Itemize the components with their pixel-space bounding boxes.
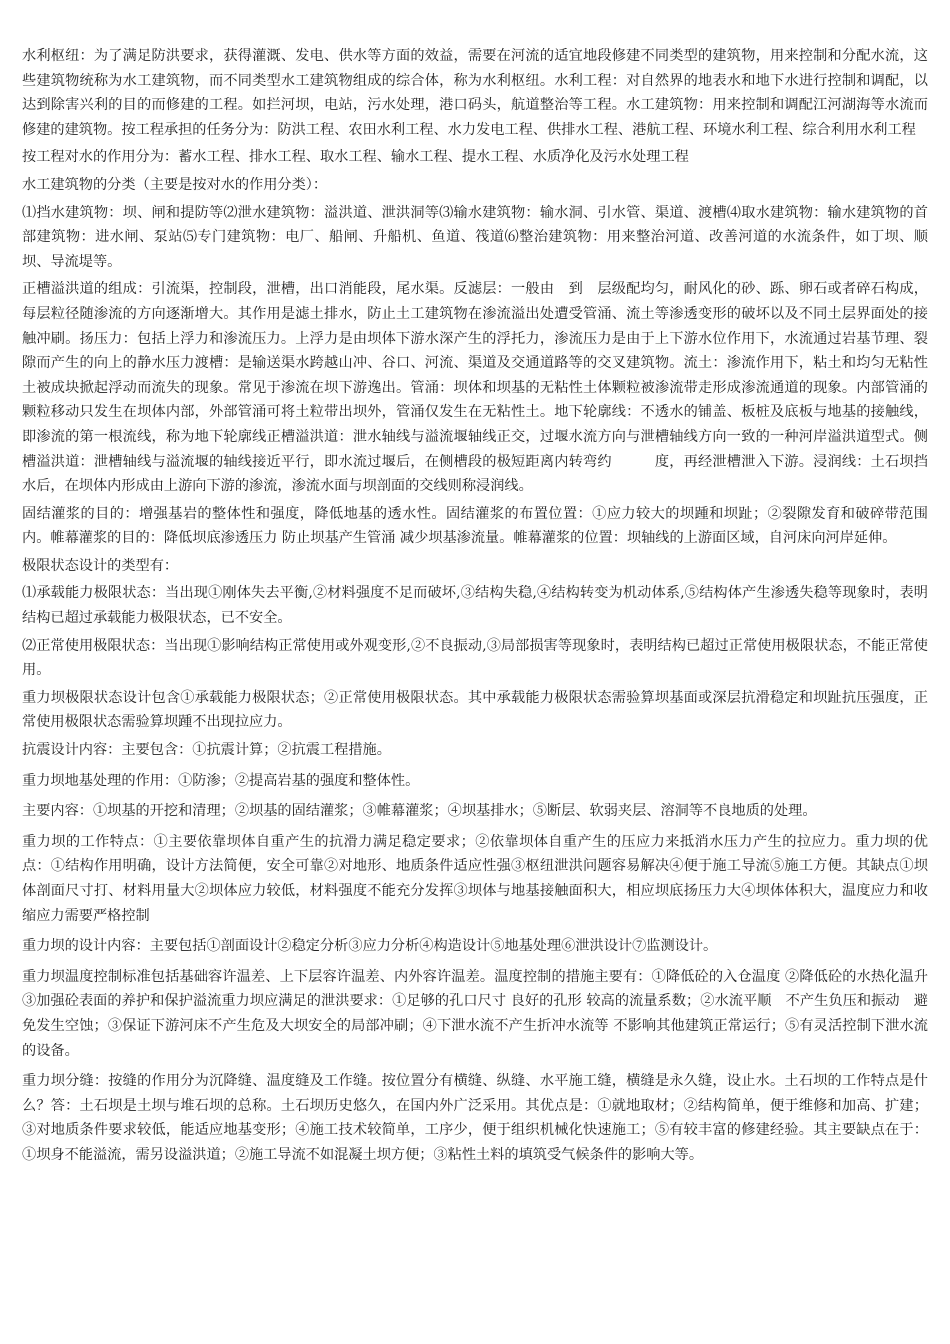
paragraph-spillway-and-seepage: 正槽溢洪道的组成：引流渠，控制段，泄槽，出口消能段，尾水渠。反滤层：一般由 到 层级配均匀，耐风化的砂、跞、卵石或者碎石构成，每层粒径随渗流的方向逐渐增大。其作用是滤土排水，防止土工建筑物在渗流溢出处遭受管涌、流土等渗透变形的破坏以及不同土层界面处的接触冲刷。扬压力：包括上浮力和渗流压力。上浮力是由坝体下游水深产生的浮托力，渗流压力是由于上下游水位作用下，水流通过岩基节理、裂隙而产生的向上的静水压力渡槽：是输送渠水跨越山冲、谷口、河流、渠道及交通道路等的交叉建筑物。流土：渗流作用下，粘土和均匀无粘性土被成块掀起浮动而流失的现象。常见于渗流在坝下游逸出。管涌：坝体和坝基的无粘性土体颗粒被渗流带走形成渗流通道的现象。内部管涌的颗粒移动只发生在坝体内部，外部管涌可将土粒带出坝外，管涌仅发生在无粘性土。地下轮廓线：不透水的铺盖、板桩及底板与地基的接触线，即渗流的第一根流线，称为地下轮廓线正槽溢洪道：泄水轴线与溢流堰轴线正交，过堰水流方向与泄槽轴线方向一致的一种河岸溢洪道型式。侧槽溢洪道：泄槽轴线与溢流堰的轴线接近平行，即水流过堰后，在侧槽段的极短距离内转弯约 度，再经泄槽泄入下游。浸润线：土石坝挡水后，在坝体内形成由上游向下游的渗流，渗流水面与坝剖面的交线则称浸润线。 <box>22 281 928 495</box>
paragraph-seismic-design: 抗震设计内容：主要包含：①抗震计算；②抗震工程措施。 <box>22 742 391 759</box>
paragraph-limit-state-heading: 极限状态设计的类型有： <box>22 557 179 574</box>
paragraph-joints-and-earth-rock-dam: 重力坝分缝：按缝的作用分为沉降缝、温度缝及工作缝。按位置分有横缝、纵缝、水平施工缝，横缝是永久缝，设止水。土石坝的工作特点是什么？答：土石坝是土坝与堆石坝的总称。土石坝历史悠久，在国内外广泛采用。其优点是：①就地取材；②结构简单，便于维修和加高、扩建；③对地质条件要求较低，能适应地基变形；④施工技术较简单，工序少，便于组织机械化快速施工；⑤有较丰富的修建经验。其主要缺点在于：①坝身不能溢流，需另设溢洪道；②施工导流不如混凝土坝方便；③粘性土料的填筑受气候条件的影响大等。 <box>22 1073 928 1163</box>
paragraph-temperature-control: 重力坝温度控制标准包括基础容许温差、上下层容许温差、内外容许温差。温度控制的措施主要有：①降低砼的入仓温度 ②降低砼的水热化温升 ③加强砼表面的养护和保护溢流重力坝应满足的泄洪要求：①足够的孔口尺寸 良好的孔形 较高的流量系数；②水流平顺 不产生负压和振动 避免发生空蚀；③保证下游河床不产生危及大坝安全的局部冲刷；④下泄水流不产生折冲水流等 不影响其他建筑正常运行；⑤有灵活控制下泄水流的设备。 <box>22 968 947 1059</box>
paragraph-structure-types: ⑴挡水建筑物：坝、闸和提防等⑵泄水建筑物：溢洪道、泄洪洞等⑶输水建筑物：输水洞、引水管、渠道、渡槽⑷取水建筑物：输水建筑物的首部建筑物：进水闸、泵站⑸专门建筑物：电厂、船闸、升船机、鱼道、筏道⑹整治建筑物：用来整治河道、改善河道的水流条件，如丁坝、顺坝、导流堤等。 <box>22 204 928 270</box>
paragraph-gravity-dam-limit-state: 重力坝极限状态设计包含①承载能力极限状态；②正常使用极限状态。其中承载能力极限状态需验算坝基面或深层抗滑稳定和坝趾抗压强度，正常使用极限状态需验算坝踵不出现拉应力。 <box>22 689 928 731</box>
paragraph-gravity-dam-characteristics: 重力坝的工作特点：①主要依靠坝体自重产生的抗滑力满足稳定要求；②依靠坝体自重产生的压应力来抵消水压力产生的拉应力。重力坝的优点：①结构作用明确，设计方法简便，安全可靠②对地形、地质条件适应性强③枢纽泄洪问题容易解决④便于施工导流⑤施工方便。其缺点①坝体剖面尺寸打、材料用量大②坝体应力较低，材料强度不能充分发挥③坝体与地基接触面积大，相应坝底扬压力大④坝体体积大，温度应力和收缩应力需要严格控制 <box>22 833 928 924</box>
paragraph-gravity-dam-design-content: 重力坝的设计内容：主要包括①剖面设计②稳定分析③应力分析④构造设计⑤地基处理⑥泄洪设计⑦监测设计。 <box>22 938 718 955</box>
paragraph-engineering-by-water-function: 按工程对水的作用分为：蓄水工程、排水工程、取水工程、输水工程、提水工程、水质净化及污水处理工程 <box>22 149 689 166</box>
document-page <box>22 44 947 1171</box>
paragraph-ultimate-limit-state: ⑴承载能力极限状态：当出现①刚体失去平衡,②材料强度不足而破坏,③结构失稳,④结构转变为机动体系,⑤结构体产生渗透失稳等现象时，表明结构已超过承载能力极限状态，已不安全。 <box>22 585 928 627</box>
paragraph-hydro-hub: 水利枢纽：为了满足防洪要求，获得灌溉、发电、供水等方面的效益，需要在河流的适宜地段修建不同类型的建筑物，用来控制和分配水流，这些建筑物统称为水工建筑物，而不同类型水工建筑物组成的综合体，称为水利枢纽。水利工程：对自然界的地表水和地下水进行控制和调配，以达到除害兴利的目的而修建的工程。如拦河坝，电站，污水处理，港口码头，航道整治等工程。水工建筑物：用来控制和调配江河湖海等水流而修建的建筑物。按工程承担的任务分为：防洪工程、农田水利工程、水力发电工程、供排水工程、港航工程、环境水利工程、综合利用水利工程 <box>22 48 928 138</box>
paragraph-foundation-treatment-content: 主要内容：①坝基的开挖和清理；②坝基的固结灌浆；③帷幕灌浆；④坝基排水；⑤断层、软弱夹层、溶洞等不良地质的处理。 <box>22 803 817 820</box>
paragraph-classification-heading: 水工建筑物的分类（主要是按对水的作用分类）： <box>22 176 328 193</box>
paragraph-foundation-treatment-purpose: 重力坝地基处理的作用：①防渗；②提高岩基的强度和整体性。 <box>22 772 420 789</box>
paragraph-grouting: 固结灌浆的目的：增强基岩的整体性和强度，降低地基的透水性。固结灌浆的布置位置：①应力较大的坝踵和坝趾；②裂隙发育和破碎带范围内。帷幕灌浆的目的：降低坝底渗透压力 防止坝基产生管涌 减少坝基渗流量。帷幕灌浆的位置：坝轴线的上游面区域，自河床向河岸延伸。 <box>22 505 928 547</box>
paragraph-serviceability-limit-state: ⑵正常使用极限状态：当出现①影响结构正常使用或外观变形,②不良振动,③局部损害等现象时，表明结构已超过正常使用极限状态，不能正常使用。 <box>22 637 928 679</box>
